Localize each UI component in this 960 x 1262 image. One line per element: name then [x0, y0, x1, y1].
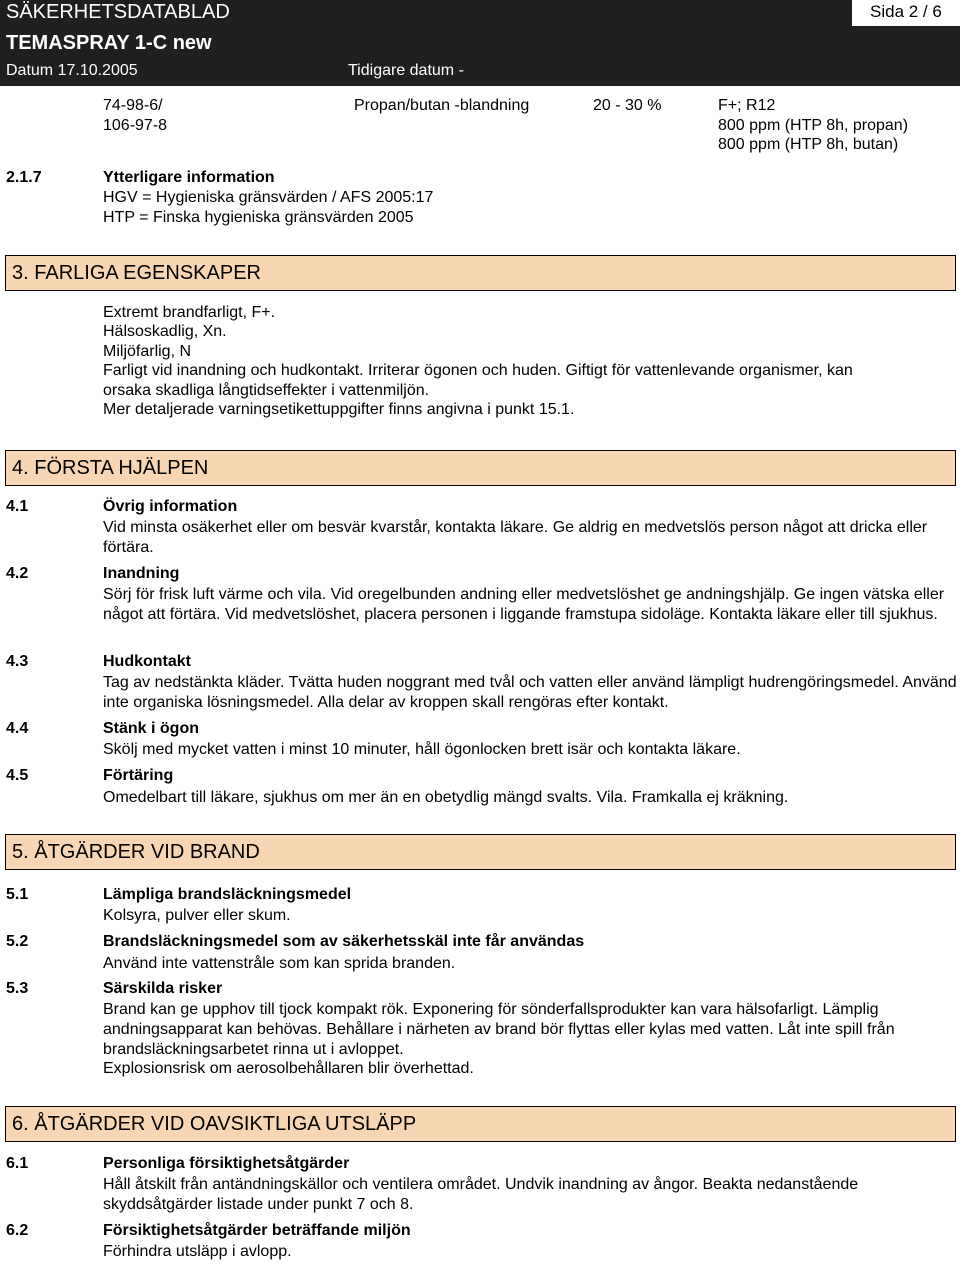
subsection-title: Särskilda risker — [103, 980, 223, 997]
hazard-line: Miljöfarlig, N — [103, 343, 192, 360]
subsection-number: 5.1 — [6, 886, 29, 903]
subsection-text: Omedelbart till läkare, sjukhus om mer än en obetydlig mängd svalts. Vila. Framkalla ej kräkning. — [103, 789, 789, 806]
subsection-title: Inandning — [103, 565, 180, 582]
subsection-number: 6.1 — [6, 1155, 29, 1172]
info-line: HTP = Finska hygieniska gränsvärden 2005 — [103, 209, 414, 226]
section-heading-box — [5, 450, 956, 486]
section-title: 3. FARLIGA EGENSKAPER — [12, 262, 261, 284]
subsection-title: Brandsläckningsmedel som av säkerhetsskäl inte får användas — [103, 933, 585, 950]
subsection-title: Personliga försiktighetsåtgärder — [103, 1155, 350, 1172]
subsection-text: Tag av nedstänkta kläder. Tvätta huden noggrant med tvål och vatten eller använd lämpligt hudrengöringsmedel. Använd inte organiska lösningsmedel. Alla delar av kroppen skall rengöras efter kontakt. — [103, 674, 957, 711]
subsection-title: Övrig information — [103, 498, 238, 515]
subsection-text: Använd inte vattenstråle som kan sprida branden. — [103, 955, 456, 972]
cas-number-1: 74-98-6/ — [103, 97, 163, 114]
section-title: 5. ÅTGÄRDER VID BRAND — [12, 841, 260, 863]
subsection-number: 2.1.7 — [6, 169, 42, 186]
hazard-line: Farligt vid inandning och hudkontakt. Irriterar ögonen och huden. Giftigt för vattenlevande organismer, kan — [103, 362, 853, 379]
substance-concentration: 20 - 30 % — [593, 97, 662, 114]
hazard-line: Hälsoskadlig, Xn. — [103, 323, 227, 340]
subsection-title: Lämpliga brandsläckningsmedel — [103, 886, 352, 903]
subsection-number: 4.5 — [6, 767, 29, 784]
hazard-line: orsaka skadliga långtidseffekter i vattenmiljön. — [103, 382, 430, 399]
section-heading-box — [5, 1106, 956, 1142]
subsection-number: 5.3 — [6, 980, 29, 997]
info-line: HGV = Hygieniska gränsvärden / AFS 2005:17 — [103, 189, 434, 206]
subsection-title: Förtäring — [103, 767, 174, 784]
exposure-limit-butane: 800 ppm (HTP 8h, butan) — [718, 136, 899, 153]
exposure-limit-propane: 800 ppm (HTP 8h, propan) — [718, 117, 909, 134]
product-name: TEMASPRAY 1-C new — [6, 32, 212, 54]
subsection-text: Förhindra utsläpp i avlopp. — [103, 1243, 292, 1260]
subsection-text: Brand kan ge upphov till tjock kompakt rök. Exponering för sönderfallsprodukter kan vara hälsofarligt. Lämplig andningsapparat kan behövas. Behållare i närheten av brand bör flyttas eller kylas med vatten. Låt inte spill från brandsläckningsarbetet rinna ut i avloppet. — [103, 1001, 895, 1058]
subsection-text: Vid minsta osäkerhet eller om besvär kvarstår, kontakta läkare. Ge aldrig en medvetslös person något att dricka eller förtära. — [103, 519, 928, 556]
subsection-number: 4.4 — [6, 720, 29, 737]
section-heading-box — [5, 834, 956, 870]
hazard-line: Extremt brandfarligt, F+. — [103, 304, 276, 321]
issue-date: Datum 17.10.2005 — [6, 62, 138, 79]
subsection-text: Kolsyra, pulver eller skum. — [103, 907, 291, 924]
subsection-title: Hudkontakt — [103, 653, 191, 670]
substance-classification: F+; R12 — [718, 97, 776, 114]
subsection-number: 4.2 — [6, 565, 29, 582]
page-number: Sida 2 / 6 — [870, 2, 942, 21]
subsection-title: Ytterligare information — [103, 169, 275, 186]
section-title: 6. ÅTGÄRDER VID OAVSIKTLIGA UTSLÄPP — [12, 1113, 417, 1135]
substance-name: Propan/butan -blandning — [354, 97, 530, 114]
subsection-title: Stänk i ögon — [103, 720, 199, 737]
hazard-line: Mer detaljerade varningsetikettuppgifter finns angivna i punkt 15.1. — [103, 401, 575, 418]
subsection-number: 4.1 — [6, 498, 29, 515]
document-title: SÄKERHETSDATABLAD — [6, 1, 230, 23]
section-heading-box — [5, 255, 956, 291]
subsection-text: Håll åtskilt från antändningskällor och ventilera området. Undvik inandning av ångor. Beakta nedanstående skyddsåtgärder listade under punkt 7 och 8. — [103, 1176, 859, 1213]
cas-number-2: 106-97-8 — [103, 117, 168, 134]
subsection-title: Försiktighetsåtgärder beträffande miljön — [103, 1222, 411, 1239]
subsection-text: Explosionsrisk om aerosolbehållaren blir överhettad. — [103, 1060, 474, 1077]
subsection-number: 5.2 — [6, 933, 29, 950]
section-title: 4. FÖRSTA HJÄLPEN — [12, 457, 209, 479]
previous-date: Tidigare datum - — [348, 62, 464, 79]
subsection-text: Skölj med mycket vatten i minst 10 minuter, håll ögonlocken brett isär och kontakta läkare. — [103, 741, 741, 758]
subsection-number: 4.3 — [6, 653, 29, 670]
subsection-text: Sörj för frisk luft värme och vila. Vid oregelbunden andning eller medvetslöshet ge andningshjälp. Ge ingen vätska eller något att förtära. Vid medvetslöshet, placera personen i liggande framstupa sidoläge. Kontakta läkare eller till sjukhus. — [103, 586, 945, 623]
subsection-number: 6.2 — [6, 1222, 29, 1239]
